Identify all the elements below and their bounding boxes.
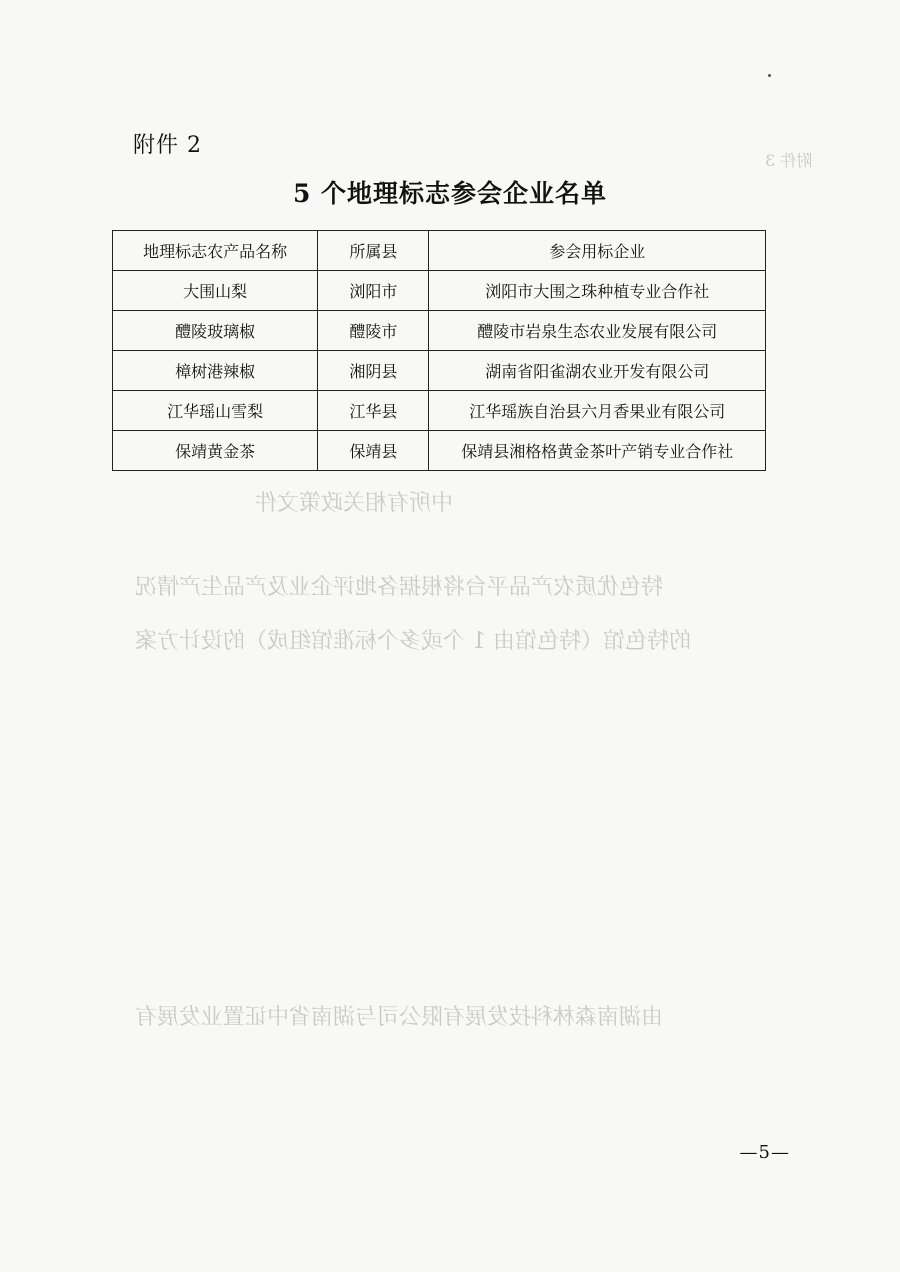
county-cell: 醴陵市: [318, 311, 429, 351]
page-number: —5—: [739, 1142, 790, 1163]
column-header-product: 地理标志农产品名称: [113, 231, 318, 271]
table-row: [113, 271, 766, 311]
county-cell: 保靖县: [318, 431, 429, 471]
column-header-county: 所属县: [318, 231, 429, 271]
county-cell: 江华县: [318, 391, 429, 431]
county-cell: 湘阴县: [318, 351, 429, 391]
product-cell: 醴陵玻璃椒: [113, 311, 318, 351]
column-header-enterprise: 参会用标企业: [429, 231, 766, 271]
bleed-through-text: 附件 3: [765, 151, 813, 170]
table-header-row: [113, 231, 766, 271]
table-row: [113, 431, 766, 471]
scan-speck: [768, 74, 771, 77]
product-cell: 江华瑶山雪梨: [113, 391, 318, 431]
enterprise-cell: 湖南省阳雀湖农业开发有限公司: [429, 351, 766, 391]
table-row: [113, 391, 766, 431]
attachment-label: 附件 2: [133, 133, 202, 158]
table-row: [113, 311, 766, 351]
bleed-through-text: 由湖南森林科技发展有限公司与湖南省中证置业发展有: [135, 1005, 664, 1030]
product-cell: 樟树港辣椒: [113, 351, 318, 391]
bleed-through-text: 的特色馆（特色馆由 1 个或多个标准馆组成）的设计方案: [135, 629, 691, 654]
enterprise-cell: 保靖县湘格格黄金茶叶产销专业合作社: [429, 431, 766, 471]
document-title: 5 个地理标志参会企业名单: [292, 179, 608, 208]
bleed-through-text: 中所有相关政策文件: [255, 491, 454, 516]
table-row: [113, 351, 766, 391]
county-cell: 浏阳市: [318, 271, 429, 311]
enterprise-cell: 醴陵市岩泉生态农业发展有限公司: [429, 311, 766, 351]
enterprise-cell: 浏阳市大围之珠种植专业合作社: [429, 271, 766, 311]
bleed-through-text: 特色优质农产品平台将根据各地评企业及产品生产情况: [135, 575, 664, 600]
enterprise-table: [112, 230, 766, 471]
product-cell: 大围山梨: [113, 271, 318, 311]
product-cell: 保靖黄金茶: [113, 431, 318, 471]
enterprise-cell: 江华瑶族自治县六月香果业有限公司: [429, 391, 766, 431]
